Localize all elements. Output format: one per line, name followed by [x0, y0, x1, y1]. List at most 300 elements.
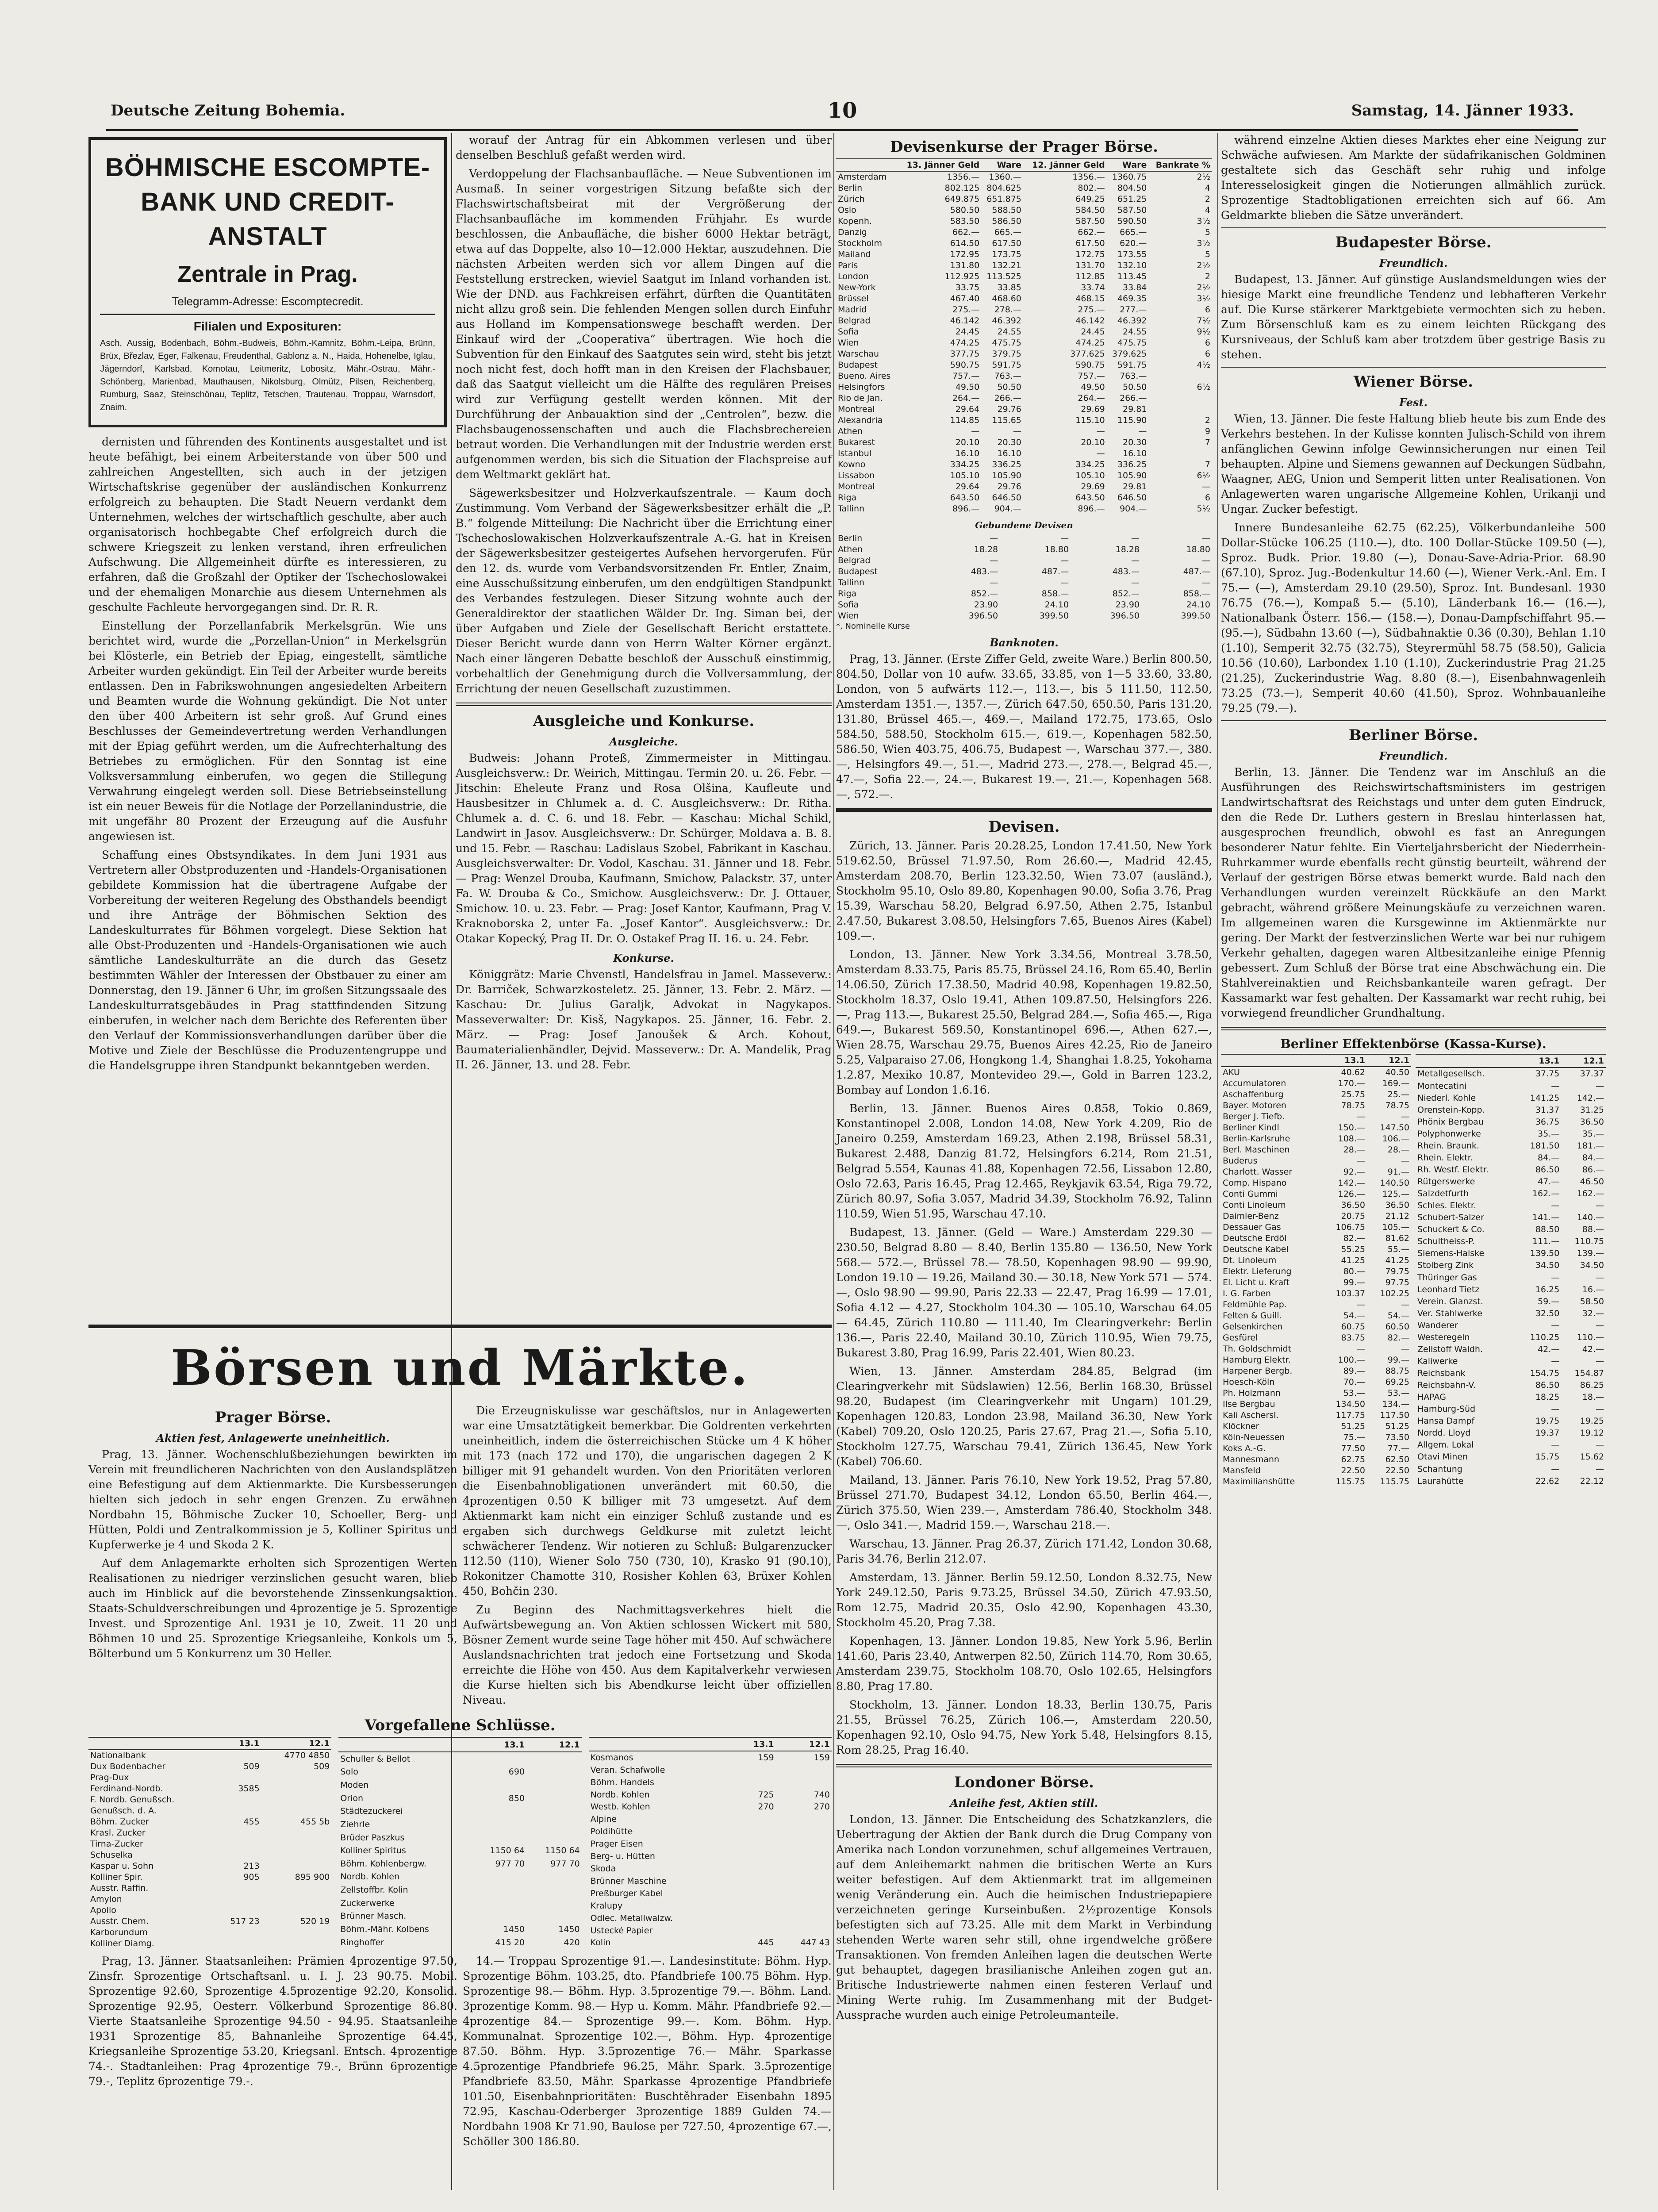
table-cell: 586.50: [992, 216, 1021, 226]
stock-row: [1416, 1463, 1606, 1475]
table-row: [338, 1752, 581, 1766]
table-cell: Warschau: [838, 349, 879, 359]
table-cell: 487.—: [1041, 567, 1069, 576]
fx-row: [836, 382, 1212, 393]
table-cell: 802.—: [1078, 183, 1105, 193]
table-cell: Wien: [838, 338, 859, 348]
article-paragraph: dernisten und führenden des Kontinents ausgestaltet und ist heute befähigt, bei einem Arbeiterstande von über 500 und zahlreichen Angestellten, sich auch in der jetzigen Wirtschaftskrise gegenüber der ausländischen Konkurrenz erfolgreich zu behaupten. Die Stadt Neuern verdankt dem Unternehmen, welches der wirtschaftlich geschulte, aber auch organisatorisch hochbegabte Chef erfolgreich durch die schwere Kriegszeit zu lenken verstand, ihren erfreulichen Aufschwung. Die Allgemeinheit dürfte es interessieren, zu erfahren, daß die Großzahl der Optiker der Tschechoslowakei und der ehemaligen Monarchie aus diesem Unternehmen als geschulte Fachleute hervorgegangen sind. Dr. R. R.: [88, 435, 447, 614]
table-cell: 33.75: [955, 283, 980, 292]
table-row: [88, 1805, 331, 1816]
table-cell: 588.50: [992, 205, 1021, 215]
table-cell: Moden: [340, 1780, 369, 1790]
table-cell: 24.45: [955, 327, 980, 337]
table-row: [338, 1897, 581, 1910]
table-cell: Ustecké Papier: [590, 1925, 653, 1936]
fx-row: [836, 271, 1212, 282]
table-cell: Prag-Dux: [90, 1773, 129, 1782]
table-cell: 46.50: [1580, 1177, 1604, 1187]
table-cell: 33.84: [1122, 283, 1147, 292]
table-cell: 804.50: [1117, 183, 1147, 193]
section-heading: Prager Börse.: [215, 1409, 331, 1426]
table-cell: [471, 1752, 526, 1766]
table-cell: 55.—: [1387, 1244, 1409, 1254]
table-cell: Kosmanos: [590, 1752, 633, 1763]
table-cell: [526, 1752, 582, 1766]
table-row: [338, 1870, 581, 1884]
column-header: [1416, 1054, 1517, 1068]
table-header-row: [338, 1737, 581, 1752]
table-cell: Nordb. Kohlen: [590, 1790, 650, 1800]
table-cell: —: [1060, 578, 1069, 588]
table-cell: 105.90: [1117, 471, 1147, 480]
table-cell: 82.—: [1343, 1233, 1365, 1243]
table-cell: 105.90: [992, 471, 1021, 480]
table-cell: —: [1551, 1440, 1560, 1450]
column-header: [88, 1737, 214, 1750]
table-cell: Rütgerswerke: [1417, 1177, 1475, 1187]
stock-row: [1221, 1377, 1411, 1388]
table-cell: [261, 1828, 332, 1839]
table-cell: 49.50: [1081, 382, 1105, 392]
table-cell: Schuckert & Co.: [1417, 1225, 1485, 1235]
table-cell: Charlott. Wasser: [1223, 1167, 1293, 1177]
table-cell: [776, 1776, 832, 1789]
table-cell: 97.75: [1385, 1278, 1409, 1287]
table-cell: 1150 64: [545, 1846, 580, 1856]
table-cell: 896.—: [952, 504, 980, 514]
table-row: [589, 1751, 832, 1764]
table-cell: 79.75: [1385, 1267, 1409, 1276]
article-paragraph: Stockholm, 13. Jänner. London 18.33, Berlin 130.75, Paris 21.55, Brüssel 76.25, Zürich 106.—, Amsterdam 220.50, Kopenhagen 92.10, Oslo 94.75, New York 5.48, Helsingfors 8.15, Rom 28.25, Prag 16.40.: [836, 1698, 1212, 1756]
table-cell: [214, 1794, 261, 1805]
column-header: [589, 1737, 735, 1751]
table-cell: 584.50: [1075, 205, 1105, 215]
table-row: [338, 1936, 581, 1949]
table-cell: 5: [1205, 227, 1210, 237]
article-paragraph: Budweis: Johann Proteß, Zimmermeister in Mittingau. Ausgleichsverw.: Dr. Weirich, Mittingau. Termin 20. u. 26. Febr. — Jitschin: Eheleute Franz und Rosa Olšina, Kaufleute und Hausbesitzer in Chlumek a. d. C. Ausgleichsverw.: Dr. Ritha. Chlumek a. d. C. 6. und 18. Febr. — Kaschau: Michal Schikl, Landwirt in Jasov. Ausgleichsverw.: Dr. Schürger, Moldava a. B. 8. und 15. Febr. — Raschau: Ladislaus Szobel, Fabrikant in Kaschau. Ausgleichsverwalter: Dr. Vodol, Kaschau. 31. Jänner und 18. Febr. — Prag: Wenzel Drouba, Kaufmann, Smichow, Palackstr. 37, unter Fa. W. Drouba & Co., Smichow. Ausgleichsverw.: Dr. J. Ottauer, Smichow. 10. u. 23. Febr. — Prag: Josef Kantor, Kaufmann, Prag V. Kraknoborska 2, unter Fa. „Josef Kantor“. Ausgleichsverw.: Dr. Otakar Kopecký, Prag II. Dr. O. Ostakef Prag II. 16. u. 24. Febr.: [456, 752, 832, 945]
article-paragraph: London, 13. Jänner. Die Entscheidung des Schatzkanzlers, die Uebertragung der Aktien der Bank durch die Drug Company von Amerika nach London vorzunehmen, schuf allgemeines Vertrauen, auf dem Anleihemarkt nahmen die britischen Werte an Kurs weiter befestigen. Auf dem Aktienmarkt trat im allgemeinen wenig Veränderung ein. Auch die heimischen Industriepapiere verzeichneten geringe Kurseinbußen. 2½prozentige Konsols befestigten sich auf 73.25. Alle mit dem Markt in Verbindung stehenden Werte waren sehr still, ohne irgendwelche größere Transaktionen. Von fremden Anleihen lagen die deutschen Werte gut behauptet, dagegen brasilianische Anleihen zogen gut an. Britische Industriewerte nahmen einen festeren Verlauf und Mining Werte ruhig. Im Zusammenhang mit der Budget-Aussprache wurden auch einige Petroleumanteile.: [836, 1813, 1212, 2021]
table-cell: 23.90: [1115, 600, 1140, 610]
table-row: [338, 1923, 581, 1936]
section-heading: Devisenkurse der Prager Börse.: [890, 138, 1158, 156]
article-paragraph: Prag, 13. Jänner. Staatsanleihen: Prämien 4prozentige 97.50, Zinsfr. Sprozentige Ortschaftsanl. u. I. J. 23 90.75. Mobil. Sprozentige 92.60, Sprozentige 4.5prozentige 92.20, Konsolid. Sprozentige 92.95, Oesterr. Völkerbund Sprozentige 86.80. Vierte Staatsanleihe Sprozentige 94.50 - 94.95. Staatsanleihe 1931 Sprozentige 85, Bahnanleihe Sprozentige 64.45, Kriegsanleihe Sprozentige 53.20, Kriegsanl. Entsch. 4prozentige 74.-. Stadtanleihen: Prag 4prozentige 79.-, Brünn 6prozentige 79.-, Teplitz 6prozentige 79.-.: [88, 1955, 457, 2088]
table-cell: 275.—: [952, 305, 980, 315]
table-cell: —: [1551, 1201, 1560, 1211]
table-cell: 334.25: [950, 460, 980, 469]
table-cell: Apollo: [90, 1905, 116, 1915]
stock-row: [1416, 1224, 1606, 1236]
table-cell: Ausstr. Chem.: [90, 1916, 149, 1926]
table-cell: 16.25: [1535, 1284, 1560, 1294]
table-cell: 28.—: [1387, 1145, 1409, 1155]
fx-row: [836, 304, 1212, 315]
market-section: [88, 1318, 832, 2190]
table-cell: 16.—: [1582, 1284, 1604, 1294]
table-subheading: Gebundene Devisen: [975, 520, 1073, 530]
table-cell: Maximilianshütte: [1223, 1477, 1295, 1486]
table-cell: [776, 1863, 832, 1875]
table-cell: —: [1013, 426, 1021, 436]
table-cell: 46.142: [1075, 316, 1105, 326]
page-number: 10: [827, 98, 857, 123]
table-cell: 336.25: [1117, 460, 1147, 469]
table-cell: [471, 1818, 526, 1832]
table-cell: [735, 1764, 776, 1776]
table-cell: Schantung: [1417, 1464, 1462, 1474]
table-cell: Wien: [838, 611, 859, 621]
table-cell: 614.50: [950, 238, 980, 248]
table-cell: [471, 1779, 526, 1792]
table-cell: [526, 1766, 582, 1779]
table-cell: 29.69: [1081, 482, 1105, 492]
table-cell: 54.—: [1343, 1311, 1365, 1321]
table-cell: 455: [243, 1817, 260, 1827]
table-cell: 42.—: [1582, 1344, 1604, 1354]
table-cell: Kaspar u. Sohn: [90, 1861, 154, 1871]
stock-row: [1221, 1089, 1411, 1100]
table-cell: 475.75: [1117, 338, 1147, 348]
table-cell: [735, 1851, 776, 1863]
table-cell: Athen: [838, 426, 863, 436]
table-row: [338, 1844, 581, 1858]
article-paragraph: Prag, 13. Jänner. Wochenschlußbeziehungen bewirkten im Verein mit freundlicheren Nachrichten von den Auslandsplätzen eine Befestigung auf dem Aktienmarkte. Die Kursbesserungen hielten sich jedoch in sehr engen Grenzen. Zu erwähnen Nordbahn 15, Böhmische Zucker 10, Schoeller, Berg- und Hütten, Poldi und Zentralkommission je 5, Kolliner Spiritus und Kupferwerke je 4 und Skoda 2 K.: [88, 1448, 457, 1551]
table-cell: Nordb. Kohlen: [340, 1872, 400, 1882]
table-cell: [261, 1938, 332, 1949]
table-cell: [776, 1838, 832, 1851]
table-row: [338, 1831, 581, 1844]
table-cell: 139.50: [1530, 1248, 1560, 1259]
fx-row: [836, 238, 1212, 249]
table-cell: 763.—: [1120, 371, 1147, 381]
table-cell: 32.—: [1582, 1308, 1604, 1318]
table-cell: Kolin: [590, 1938, 611, 1948]
table-cell: Allgem. Lokal: [1417, 1440, 1474, 1450]
table-cell: 379.625: [1112, 349, 1147, 359]
table-cell: 55.25: [1341, 1244, 1365, 1254]
table-cell: Salzdetfurth: [1417, 1189, 1469, 1199]
bank-name: BÖHMISCHE ESCOMPTE-BANK UND CREDIT-ANSTALT: [105, 153, 430, 251]
table-cell: 646.50: [992, 493, 1021, 503]
table-cell: 19.25: [1580, 1416, 1604, 1426]
table-cell: Accumulatoren: [1223, 1079, 1286, 1088]
table-row: [88, 1927, 331, 1938]
table-cell: 763.—: [994, 371, 1021, 381]
section-subheading: Aktien fest, Anlagewerte uneinheitlich.: [156, 1432, 390, 1444]
table-cell: 21.12: [1385, 1211, 1409, 1221]
column-header: [1221, 1054, 1323, 1067]
stock-row: [1416, 1260, 1606, 1271]
table-cell: 16.10: [1122, 449, 1147, 458]
table-cell: New-York: [838, 283, 876, 292]
table-row: [589, 1851, 832, 1863]
table-cell: 83.75: [1341, 1333, 1365, 1343]
table-cell: 84.—: [1582, 1152, 1604, 1163]
table-cell: —: [1131, 578, 1140, 588]
column-header: 13.1: [1517, 1054, 1562, 1068]
table-cell: Budapest: [838, 567, 878, 576]
table-cell: [526, 1805, 582, 1818]
table-cell: 53.—: [1343, 1388, 1365, 1398]
table-cell: 113.45: [1117, 272, 1147, 281]
table-cell: 77.—: [1387, 1444, 1409, 1453]
table-cell: Felten & Guill.: [1223, 1311, 1282, 1321]
table-cell: 804.625: [986, 183, 1021, 193]
table-cell: 77.50: [1341, 1444, 1365, 1453]
paper-name: Deutsche Zeitung Bohemia.: [111, 102, 345, 119]
table-cell: 88.75: [1385, 1366, 1409, 1376]
table-cell: 54.—: [1387, 1311, 1409, 1321]
table-cell: 36.50: [1341, 1200, 1365, 1210]
column-rule: [833, 133, 834, 2190]
table-cell: Tallinn: [838, 504, 865, 514]
table-cell: Ziehrle: [340, 1819, 370, 1829]
table-cell: Kali Aschersl.: [1223, 1410, 1279, 1420]
table-cell: [214, 1905, 261, 1916]
stock-row: [1416, 1212, 1606, 1224]
table-cell: 651.25: [1117, 194, 1147, 204]
table-cell: Böhm. Zucker: [90, 1817, 149, 1827]
table-cell: 80.—: [1343, 1267, 1365, 1276]
table-cell: 117.50: [1380, 1410, 1409, 1420]
table-cell: Helsingfors: [838, 382, 885, 392]
table-row: [589, 1789, 832, 1801]
table-cell: 617.50: [992, 238, 1021, 248]
table-cell: —: [971, 426, 980, 436]
fx-cash-table: [836, 533, 1212, 622]
table-cell: 24.10: [1044, 600, 1069, 610]
table-cell: 154.75: [1530, 1368, 1560, 1378]
table-cell: Oslo: [838, 205, 856, 215]
fx-row: [836, 260, 1212, 271]
stock-row: [1416, 1200, 1606, 1212]
branches-list: Asch, Aussig, Bodenbach, Böhm.-Budweis, Böhm.-Kamnitz, Böhm.-Leipa, Brünn, Brüx, Březlav, Eger, Falkenau, Freudenthal, Gablonz a. N., Haida, Hohenelbe, Iglau, Jägerndorf, Karlsbad, Komotau, Leitmeritz, Lobositz, Mähr.-Ostrau, Mähr.-Schönberg, Marienbad, Mauthausen, Nikolsburg, Olmütz, Pilsen, Reichenberg, Rumburg, Saaz, Steinschönau, Teplitz, Tetschen, Trautenau, Troppau, Warnsdorf, Znaim.: [100, 338, 435, 412]
table-cell: 9½: [1197, 327, 1210, 337]
table-cell: Schultheiss-P.: [1417, 1237, 1475, 1247]
table-cell: [214, 1828, 261, 1839]
table-cell: 78.75: [1341, 1101, 1365, 1110]
table-cell: 29.64: [955, 482, 980, 492]
stock-row: [1221, 1421, 1411, 1432]
table-cell: 7½: [1197, 316, 1210, 326]
table-cell: 73.50: [1385, 1432, 1409, 1442]
table-cell: 468.15: [1075, 294, 1105, 303]
fx-row: [836, 227, 1212, 238]
table-cell: 58.50: [1580, 1296, 1604, 1306]
table-cell: 3½: [1197, 216, 1210, 226]
stock-row: [1416, 1140, 1606, 1152]
table-cell: 19.12: [1580, 1428, 1604, 1438]
column-header: Ware: [1107, 159, 1149, 171]
table-cell: 103.37: [1336, 1289, 1365, 1298]
table-cell: [471, 1831, 526, 1844]
table-cell: 6: [1205, 338, 1210, 348]
table-cell: —: [1356, 1344, 1365, 1354]
stock-row: [1416, 1379, 1606, 1391]
table-cell: Alpine: [590, 1814, 617, 1824]
stock-row: [1416, 1367, 1606, 1379]
table-cell: 651.875: [986, 194, 1021, 204]
table-cell: Mansfeld: [1223, 1466, 1261, 1475]
table-row: [88, 1872, 331, 1883]
table-cell: I. G. Farben: [1223, 1289, 1271, 1298]
table-cell: 275.—: [1078, 305, 1105, 315]
table-row: [338, 1857, 581, 1870]
table-cell: —: [1596, 1272, 1604, 1283]
table-cell: [776, 1875, 832, 1887]
table-cell: [526, 1884, 582, 1897]
table-cell: 140.50: [1380, 1178, 1409, 1188]
table-cell: Brüssel: [838, 294, 869, 303]
table-cell: 181.50: [1530, 1141, 1560, 1151]
table-cell: 141.25: [1530, 1093, 1560, 1103]
table-cell: 36.50: [1385, 1200, 1409, 1210]
table-cell: —: [1202, 482, 1210, 492]
issue-date: Samstag, 14. Jänner 1933.: [1351, 102, 1574, 119]
fx-row: [836, 588, 1212, 599]
table-row: [589, 1801, 832, 1813]
table-cell: 420: [564, 1937, 580, 1947]
table-cell: Dux Bodenbacher: [90, 1762, 166, 1771]
table-cell: [261, 1783, 332, 1794]
table-cell: 23.90: [974, 600, 998, 610]
table-cell: 142.—: [1577, 1093, 1604, 1103]
table-cell: Lissabon: [838, 471, 875, 480]
table-row: [338, 1792, 581, 1805]
stock-row: [1221, 1333, 1411, 1344]
stock-row: [1221, 1255, 1411, 1266]
table-cell: 7: [1205, 438, 1210, 447]
article-paragraph: Schaffung eines Obstsyndikates. In dem Juni 1931 aus Vertretern aller Obstproduzenten und -Handels-Organisationen gebildete Kommission hat die übertragene Aufgabe der Vorbereitung der weiteren Regelung des Obsthandels beendigt und ihre Anträge der Böhmischen Sektion des Landeskulturrates für Böhmen vorgelegt. Diese Sektion hat alle Obst-Produzenten und -Handels-Organisationen wie auch sämtliche Landeskulturräte an die durch das Gesetz bestimmten Wähler der Interessen der Obstbauer zu einer am Donnerstag, den 19. Jänner 6 Uhr, im großen Sitzungssaale des Landeskulturratsgebäudes in Prag stattfindenden Sitzung einberufen, in welcher nach dem Berichte des Referenten über den Verlauf der Kommissionsverhandlungen darüber über die Motive und Ziele der Beschlüsse die Produzentengruppe und die Handelsgruppe ihren Standpunkt bekanntgeben werden.: [88, 849, 447, 1072]
table-cell: Verein. Glanzst.: [1417, 1296, 1483, 1306]
table-cell: —: [990, 556, 998, 565]
table-cell: 50.50: [997, 382, 1021, 392]
table-cell: 665.—: [1120, 227, 1147, 237]
table-cell: [526, 1779, 582, 1792]
table-cell: —: [1202, 578, 1210, 588]
table-cell: 18.28: [974, 545, 998, 554]
section-subheading: Konkurse.: [613, 952, 674, 964]
table-cell: 377.625: [1070, 349, 1105, 359]
table-cell: Ferdinand-Nordb.: [90, 1784, 163, 1793]
table-cell: 162.—: [1532, 1189, 1560, 1199]
stock-row: [1221, 1443, 1411, 1454]
article-paragraph: Mailand, 13. Jänner. Paris 76.10, New York 19.52, Prag 57.80, Brüssel 271.70, Budapest 34.12, London 65.50, Berlin 464.—, Zürich 375.50, Wien 239.—, Amsterdam 786.40, Stockholm 348.—, Oslo 341.—, Madrid 159.—, Warschau 218.—.: [836, 1474, 1212, 1532]
table-cell: 115.75: [1336, 1477, 1365, 1486]
table-cell: Sofia: [838, 600, 859, 610]
table-cell: 131.80: [950, 261, 980, 270]
table-cell: —: [1551, 1356, 1560, 1366]
table-cell: —: [1356, 1156, 1365, 1166]
table-cell: 665.—: [994, 227, 1021, 237]
table-cell: 62.50: [1385, 1455, 1409, 1464]
table-cell: [1148, 371, 1212, 382]
stock-row: [1221, 1288, 1411, 1299]
table-cell: Nordd. Lloyd: [1417, 1428, 1471, 1438]
table-cell: 580.50: [950, 205, 980, 215]
table-cell: 9: [1205, 426, 1210, 436]
table-cell: [471, 1805, 526, 1818]
table-cell: [214, 1883, 261, 1894]
table-cell: 4: [1205, 183, 1210, 193]
column-4: [1221, 133, 1606, 2190]
table-cell: 24.55: [997, 327, 1021, 337]
section-heading: Londoner Börse.: [954, 1774, 1094, 1791]
table-cell: 977 70: [495, 1859, 525, 1869]
table-cell: 126.—: [1338, 1189, 1365, 1199]
table-cell: Brünner Masch.: [340, 1911, 407, 1921]
table-cell: 19.75: [1535, 1416, 1560, 1426]
column-3: [836, 133, 1212, 2190]
table-cell: Nationalbank: [90, 1751, 146, 1760]
closings-table: [589, 1737, 832, 1949]
table-cell: 377.75: [950, 349, 980, 359]
table-cell: 108.—: [1338, 1134, 1365, 1144]
table-cell: [214, 1938, 261, 1949]
stock-row: [1221, 1244, 1411, 1255]
table-cell: —: [1596, 1440, 1604, 1450]
stock-row: [1416, 1092, 1606, 1104]
table-cell: Sofia: [838, 327, 859, 337]
article-paragraph: Berlin, 13. Jänner. Die Tendenz war im Anschluß an die Ausführungen des Reichswirtschaftsministers im gestrigen Landwirtschaftsrat des Reichstags und unter dem guten Eindruck, den die Rede Dr. Luthers gestern in Breslau hinterlassen hat, ausgesprochen freundlich, obwohl es fast an Anregungen besonderer Natur fehlte. Ein Vierteljahrsbericht der Niederrhein-Ruhrkammer wurde ebenfalls recht günstig beurteilt, während der Verlauf der gestrigen Börse etwas bemerkt wurde. Bald nach den Verhandlungen wurden vereinzelt Rückkäufe an den Markt gebracht, während größere Meinungskäufe zu verzeichnen waren. Im allgemeinen waren die Kursgewinne im Aktienmärkte nur gering. Der Markt der festverzinslichen Werte war bei nur ruhigem Verkehr gehalten, dagegen waren Altbesitzanleihe einige Pfennig gebessert. Zum Schluß der Börse trat eine Abschwächung ein. Die Stahlvereinaktien und Reichsbankanteile waren gefragt. Der Kassamarkt war fest gehalten. Der Kassamarkt war recht ruhig, bei vorwiegend freundlicher Grundhaltung.: [1221, 766, 1606, 1019]
table-cell: 6: [1205, 493, 1210, 503]
column-header: 13.1: [735, 1737, 776, 1751]
table-cell: 725: [758, 1790, 774, 1800]
table-cell: 169.—: [1382, 1079, 1409, 1088]
table-row: [88, 1794, 331, 1805]
table-cell: 50.50: [1122, 382, 1147, 392]
table-cell: [1148, 404, 1212, 415]
table-cell: 46.392: [1117, 316, 1147, 326]
table-cell: 159: [814, 1752, 830, 1763]
running-head: [106, 98, 1578, 131]
table-cell: 28.—: [1343, 1145, 1365, 1155]
stock-row: [1221, 1067, 1411, 1078]
stock-row: [1416, 1475, 1606, 1487]
table-cell: 134.50: [1336, 1399, 1365, 1409]
table-cell: Riga: [838, 589, 857, 599]
table-cell: 75.—: [1343, 1432, 1365, 1442]
table-cell: [214, 1805, 261, 1816]
section-heading: Devisen.: [988, 818, 1060, 836]
table-cell: 590.50: [1117, 216, 1147, 226]
stock-row: [1416, 1116, 1606, 1128]
table-cell: 662.—: [952, 227, 980, 237]
table-cell: 22.12: [1580, 1476, 1604, 1486]
table-cell: Berlin: [838, 534, 863, 543]
table-cell: Preßburger Kabel: [590, 1888, 663, 1898]
table-cell: 469.35: [1117, 294, 1147, 303]
table-cell: —: [1401, 1156, 1409, 1166]
table-cell: 86.—: [1582, 1164, 1604, 1175]
table-cell: —: [1596, 1201, 1604, 1211]
table-cell: 154.87: [1574, 1368, 1604, 1378]
table-cell: 18.80: [1044, 545, 1069, 554]
table-cell: Kaliwerke: [1417, 1356, 1458, 1366]
stock-row: [1221, 1465, 1411, 1476]
table-cell: Phönix Bergbau: [1417, 1117, 1484, 1127]
table-cell: Montreal: [838, 482, 875, 492]
table-cell: Berl. Maschinen: [1223, 1145, 1290, 1155]
table-cell: Tirna-Zucker: [90, 1839, 143, 1849]
table-cell: —: [1356, 1300, 1365, 1310]
fx-row: [836, 282, 1212, 293]
stock-row: [1416, 1439, 1606, 1451]
table-cell: 159: [758, 1752, 774, 1763]
table-cell: [735, 1924, 776, 1937]
table-cell: 264.—: [1078, 393, 1105, 403]
table-cell: Orenstein-Kopp.: [1417, 1105, 1485, 1115]
table-header-row: [589, 1737, 832, 1751]
